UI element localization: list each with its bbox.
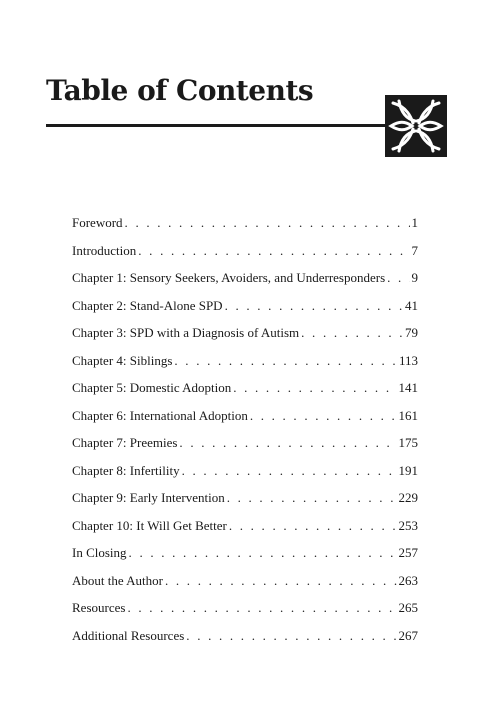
dot-leader xyxy=(301,325,403,341)
toc-entry[interactable] xyxy=(72,380,418,408)
toc-entry-page-number: 1 xyxy=(411,215,418,230)
toc-entry-label: Resources xyxy=(72,600,126,615)
toc-entry[interactable] xyxy=(72,435,418,463)
toc-entry-label: Additional Resources xyxy=(72,627,185,643)
dot-leader xyxy=(165,573,397,589)
toc-entry-label: Chapter 3: SPD with a Diagnosis of Autism xyxy=(72,325,300,340)
dot-leader xyxy=(125,215,410,231)
toc-entry-label: Chapter 10: It Will Get Better xyxy=(72,517,227,533)
dot-leader xyxy=(129,545,397,561)
title-underline-rule xyxy=(46,124,388,127)
dot-leader xyxy=(127,600,396,616)
toc-entry-page-number: 141 xyxy=(398,380,418,395)
dot-leader xyxy=(229,518,397,534)
toc-entry-page-number: 79 xyxy=(405,325,418,340)
toc-entry-label: Chapter 2: Stand-Alone SPD xyxy=(72,297,223,313)
dot-leader xyxy=(227,490,397,506)
toc-entry-label: Chapter 6: International Adoption xyxy=(72,407,248,423)
toc-entry[interactable] xyxy=(72,243,418,271)
dot-leader xyxy=(186,628,396,644)
toc-entry-label: Chapter 9: Early Intervention xyxy=(72,490,225,505)
dot-leader xyxy=(225,298,403,314)
table-of-contents-list xyxy=(72,215,418,655)
celtic-knot-ornament-icon xyxy=(385,95,447,157)
dot-leader xyxy=(387,270,409,286)
toc-entry-label: Chapter 8: Infertility xyxy=(72,462,180,478)
toc-entry[interactable] xyxy=(72,215,418,243)
toc-entry[interactable] xyxy=(72,353,418,381)
toc-entry-label: Chapter 5: Domestic Adoption xyxy=(72,380,232,395)
toc-entry[interactable] xyxy=(72,463,418,491)
toc-entry-page-number: 113 xyxy=(398,352,418,368)
toc-entry[interactable] xyxy=(72,545,418,573)
toc-entry-page-number: 41 xyxy=(405,297,418,313)
toc-entry-label: Chapter 7: Preemies xyxy=(72,435,178,450)
dot-leader xyxy=(174,353,397,369)
toc-entry-page-number: 267 xyxy=(398,627,418,643)
toc-entry[interactable] xyxy=(72,270,418,298)
toc-entry-label: In Closing xyxy=(72,545,127,560)
toc-entry[interactable] xyxy=(72,628,418,656)
dot-leader xyxy=(179,435,396,451)
page-title: Table of Contents xyxy=(46,74,314,107)
toc-entry[interactable] xyxy=(72,573,418,601)
toc-entry-label: Foreword xyxy=(72,215,123,230)
toc-entry[interactable] xyxy=(72,600,418,628)
toc-entry-page-number: 7 xyxy=(411,242,418,258)
toc-entry-page-number: 191 xyxy=(398,462,418,478)
toc-entry-page-number: 253 xyxy=(398,517,418,533)
toc-entry-page-number: 9 xyxy=(411,270,418,285)
toc-entry-label: Introduction xyxy=(72,242,137,258)
toc-entry[interactable] xyxy=(72,408,418,436)
toc-entry-page-number: 263 xyxy=(398,572,418,588)
toc-entry[interactable] xyxy=(72,518,418,546)
toc-entry-label: About the Author xyxy=(72,572,163,588)
toc-entry-page-number: 229 xyxy=(398,490,418,505)
toc-entry-label: Chapter 1: Sensory Seekers, Avoiders, and Underresponders xyxy=(72,270,386,285)
dot-leader xyxy=(182,463,397,479)
toc-entry-label: Chapter 4: Siblings xyxy=(72,352,173,368)
dot-leader xyxy=(250,408,397,424)
toc-entry-page-number: 265 xyxy=(398,600,418,615)
toc-entry-page-number: 257 xyxy=(398,545,418,560)
toc-entry-page-number: 161 xyxy=(398,407,418,423)
toc-entry-page-number: 175 xyxy=(398,435,418,450)
toc-entry[interactable] xyxy=(72,325,418,353)
toc-entry[interactable] xyxy=(72,490,418,518)
dot-leader xyxy=(138,243,409,259)
toc-entry[interactable] xyxy=(72,298,418,326)
dot-leader xyxy=(233,380,396,396)
